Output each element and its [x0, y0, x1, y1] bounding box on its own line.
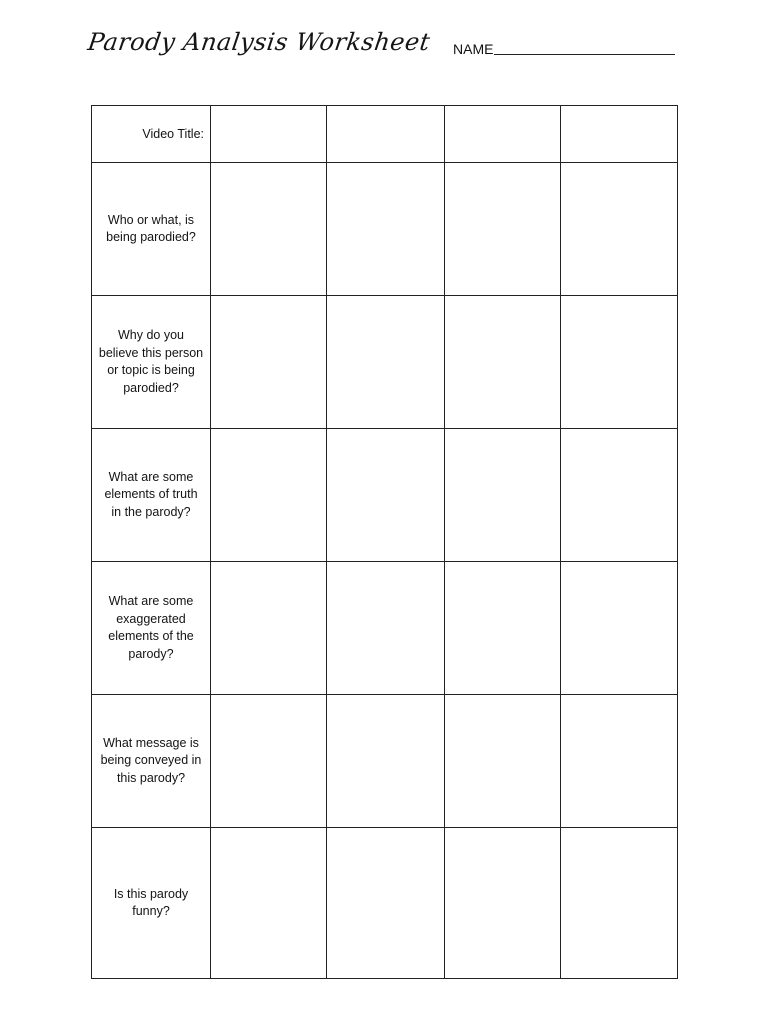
question-label: Video Title:	[142, 126, 204, 141]
answer-cell[interactable]	[445, 695, 561, 828]
worksheet-table	[91, 105, 678, 979]
answer-cell[interactable]	[445, 296, 561, 429]
answer-cell[interactable]	[211, 562, 327, 695]
answer-cell[interactable]	[211, 106, 327, 163]
answer-cell[interactable]	[561, 695, 678, 828]
question-cell	[92, 296, 211, 429]
table-row	[92, 828, 678, 979]
question-cell	[92, 106, 211, 163]
answer-cell[interactable]	[561, 429, 678, 562]
question-cell	[92, 429, 211, 562]
answer-cell[interactable]	[561, 562, 678, 695]
question-label: Is this parody funny?	[113, 886, 189, 918]
table-row	[92, 296, 678, 429]
table-row	[92, 562, 678, 695]
question-label: What are some elements of truth in the parody?	[104, 469, 198, 519]
question-label: Who or what, is being parodied?	[106, 212, 196, 244]
table-row	[92, 163, 678, 296]
answer-cell[interactable]	[445, 429, 561, 562]
answer-cell[interactable]	[445, 562, 561, 695]
answer-cell[interactable]	[211, 429, 327, 562]
answer-cell[interactable]	[445, 163, 561, 296]
name-field	[453, 41, 675, 57]
answer-cell[interactable]	[327, 562, 445, 695]
answer-cell[interactable]	[327, 106, 445, 163]
question-cell	[92, 163, 211, 296]
answer-cell[interactable]	[561, 106, 678, 163]
answer-cell[interactable]	[211, 695, 327, 828]
answer-cell[interactable]	[327, 695, 445, 828]
answer-cell[interactable]	[445, 106, 561, 163]
answer-cell[interactable]	[561, 296, 678, 429]
answer-cell[interactable]	[327, 429, 445, 562]
question-label: What message is being conveyed in this parody?	[100, 735, 202, 785]
answer-cell[interactable]	[211, 163, 327, 296]
answer-cell[interactable]	[445, 828, 561, 979]
question-cell	[92, 828, 211, 979]
answer-cell[interactable]	[327, 296, 445, 429]
question-label: What are some exaggerated elements of the parody?	[108, 594, 194, 661]
answer-cell[interactable]	[211, 828, 327, 979]
name-label: NAME	[453, 41, 494, 57]
table-row	[92, 695, 678, 828]
answer-cell[interactable]	[561, 163, 678, 296]
answer-cell[interactable]	[327, 163, 445, 296]
question-label: Why do you believe this person or topic is being parodied?	[98, 328, 204, 395]
question-cell	[92, 695, 211, 828]
answer-cell[interactable]	[327, 828, 445, 979]
question-cell	[92, 562, 211, 695]
table-row	[92, 429, 678, 562]
name-line[interactable]	[494, 54, 675, 55]
answer-cell[interactable]	[561, 828, 678, 979]
answer-cell[interactable]	[211, 296, 327, 429]
worksheet-title: Parody Analysis Worksheet	[86, 28, 432, 56]
table-row	[92, 106, 678, 163]
